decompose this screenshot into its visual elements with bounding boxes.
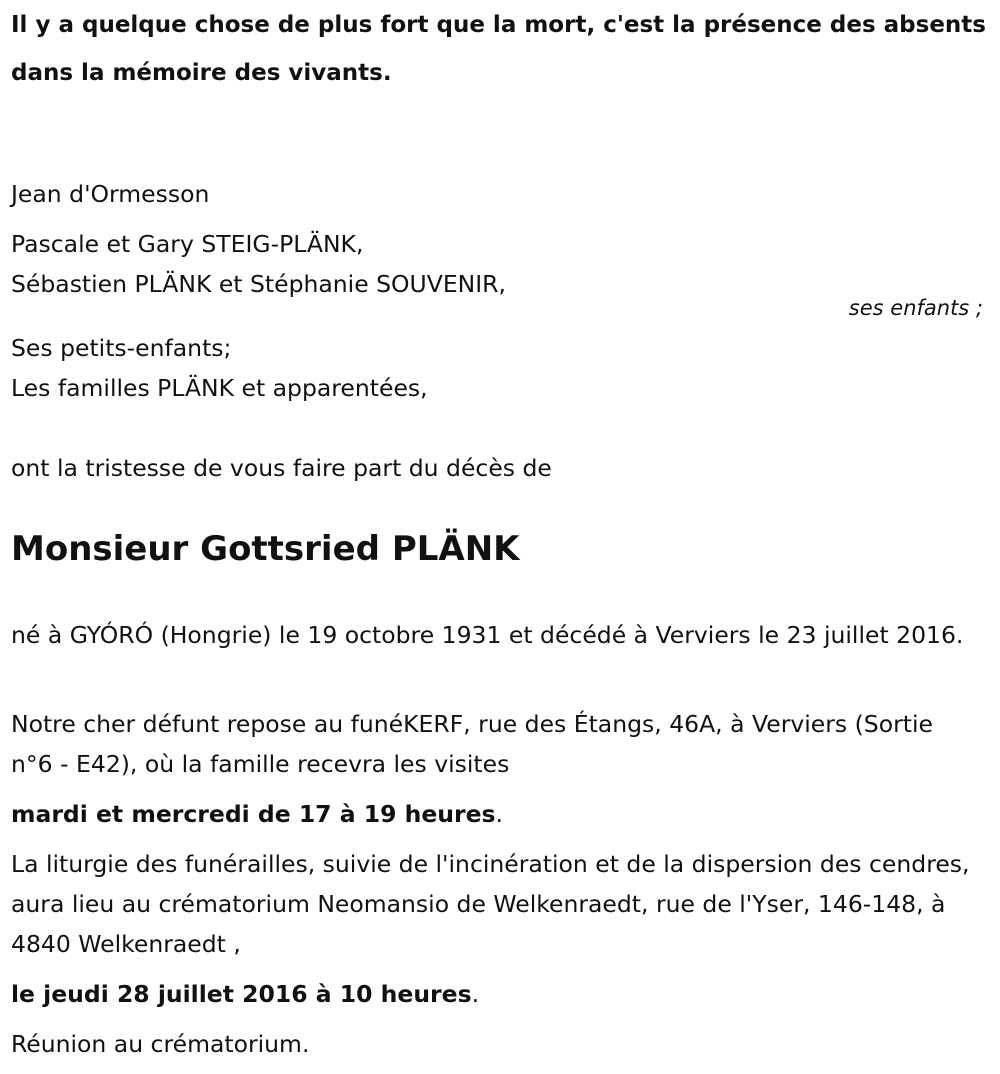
ceremony-date	[11, 974, 479, 1014]
child-entry: Pascale et Gary STEIG-PLÄNK,	[11, 230, 364, 258]
deceased-name: Monsieur Gottsried PLÄNK	[11, 529, 520, 569]
visiting-hours-time: mardi et mercredi de 17 à 19 heures	[11, 800, 496, 828]
visiting-hours-end: .	[495, 800, 504, 828]
visiting-hours	[11, 794, 503, 834]
obituary-notice	[11, 0, 991, 1058]
ceremony-date-end: .	[471, 980, 480, 1008]
meeting-note: Réunion au crématorium.	[11, 1030, 310, 1058]
grandchildren-line: Ses petits-enfants;	[11, 334, 232, 362]
birth-death-details: né à GYÓRÓ (Hongrie) le 19 octobre 1931 et décédé à Verviers le 23 juillet 2016.	[11, 621, 964, 649]
child-entry: Sébastien PLÄNK et Stéphanie SOUVENIR,	[11, 270, 506, 298]
repose-location: Notre cher défunt repose au funéKERF, rue des Étangs, 46A, à Verviers (Sortie n°6 - E42), où la famille recevra les visites	[11, 710, 933, 778]
ceremony-date-time: le jeudi 28 juillet 2016 à 10 heures	[11, 980, 472, 1008]
epigraph-quote	[11, 5, 991, 93]
quote-line-1: Il y a quelque chose de plus fort que la mort, c'est la présence des absents	[11, 12, 986, 38]
quote-line-2: dans la mémoire des vivants.	[11, 60, 392, 86]
quote-author: Jean d'Ormesson	[11, 180, 210, 208]
families-line: Les familles PLÄNK et apparentées,	[11, 374, 428, 402]
liturgy-details: La liturgie des funérailles, suivie de l'incinération et de la dispersion des cendres, aura lieu au crématorium Neomansio de Welkenraedt, rue de l'Yser, 146-148, à 4840 Welkenraedt ,	[11, 850, 970, 958]
children-role-label: ses enfants ;	[848, 296, 983, 320]
announcement-text: ont la tristesse de vous faire part du décès de	[11, 454, 552, 482]
children-list	[11, 224, 506, 304]
extended-family	[11, 328, 428, 408]
